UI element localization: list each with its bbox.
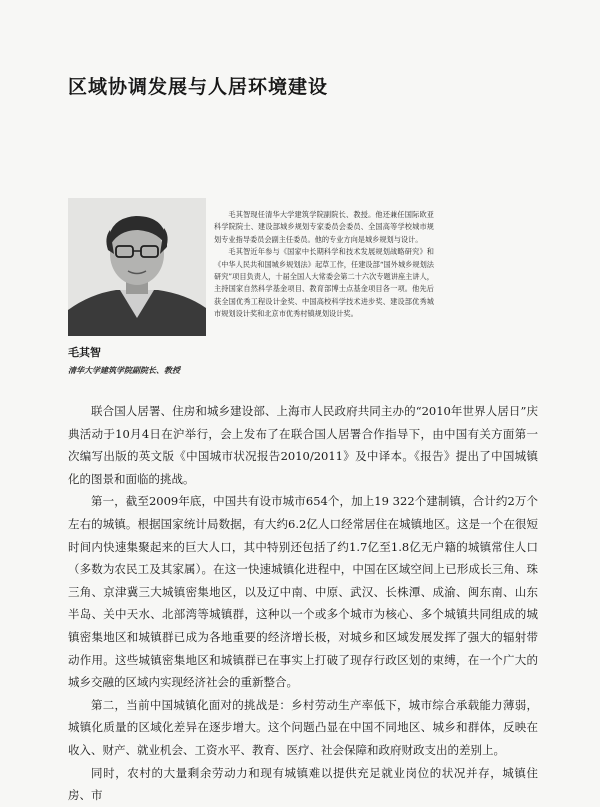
article-body bbox=[68, 400, 538, 807]
author-bio-paragraph: 毛其智近年参与《国家中长期科学和技术发展规划战略研究》和《中华人民共和国城乡规划法》起草工作，任建设部“国外城乡规划法研究”项目负责人，十届全国人大常委会第二十六次专题讲座主讲人，主持国家自然科学基金项目、教育部博士点基金项目各一项。他先后获全国优秀工程设计金奖、中国高校科学技术进步奖、建设部优秀城市规划设计奖和北京市优秀村镇规划设计奖。 bbox=[214, 247, 434, 319]
body-paragraph: 同时，农村的大量剩余劳动力和现有城镇难以提供充足就业岗位的状况并存，城镇住房、市 bbox=[68, 765, 538, 803]
author-affiliation: 清华大学建筑学院副院长、教授 bbox=[68, 365, 180, 375]
author-bio bbox=[214, 209, 434, 321]
body-paragraph: 联合国人居署、住房和城乡建设部、上海市人民政府共同主办的“2010年世界人居日”庆典活动于10月4日在沪举行，会上发布了在联合国人居署合作指导下，由中国有关方面第一次编写出版的英文版《中国城市状况报告2010/2011》及中译本。《报告》提出了中国城镇化的图景和面临的挑战。 bbox=[68, 404, 538, 486]
body-paragraph: 第一，截至2009年底，中国共有设市城市654个，加上19 322个建制镇，合计约2万个左右的城镇。根据国家统计局数据，有大约6.2亿人口经常居住在城镇地区。这是一个在很短时间内快速集聚起来的巨大人口，其中特别还包括了约1.7亿至1.8亿无户籍的城镇常住人口（多数为农民工及其家属）。在这一快速城镇化进程中，中国在区域空间上已形成长三角、珠三角、京津冀三大城镇密集地区，以及辽中南、中原、武汉、长株潭、成渝、闽东南、山东半岛、关中天水、北部湾等城镇群，这种以一个或多个城市为核心、多个城镇共同组成的城镇密集地区和城镇群已成为各地重要的经济增长极，对城乡和区域发展发挥了强大的辐射带动作用。这些城镇密集地区和城镇群已在事实上打破了现存行政区划的束缚，在一个广大的城乡交融的区域内实现经济社会的重新整合。 bbox=[68, 494, 538, 690]
author-bio-paragraph: 毛其智现任清华大学建筑学院副院长、教授。他还兼任国际欧亚科学院院士、建设部城乡规划专家委员会委员、全国高等学校城市规划专业指导委员会副主任委员。他的专业方向是城乡规划与设计。 bbox=[214, 210, 434, 244]
author-name: 毛其智 bbox=[68, 346, 101, 359]
article-title: 区域协调发展与人居环境建设 bbox=[68, 76, 329, 98]
body-paragraph: 第二，当前中国城镇化面对的挑战是：乡村劳动生产率低下，城市综合承载能力薄弱，城镇化质量的区域化差异在逐步增大。这个问题凸显在中国不同地区、城乡和群体，反映在收入、财产、就业机会、工资水平、教育、医疗、社会保障和政府财政支出的差别上。 bbox=[68, 697, 538, 757]
author-portrait bbox=[68, 198, 206, 336]
